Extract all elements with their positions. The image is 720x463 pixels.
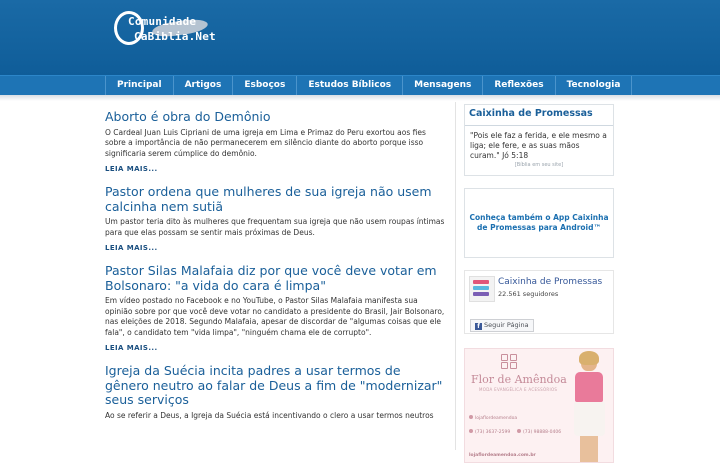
- flower-icon: [501, 354, 519, 370]
- site-logo[interactable]: [112, 9, 216, 49]
- ad-contact-text: lojaflordeamendoa: [475, 416, 518, 421]
- facebook-icon: f: [475, 323, 482, 330]
- nav-item-tecnologia[interactable]: Tecnologia: [555, 76, 633, 95]
- nav-item-reflexoes[interactable]: Reflexões: [482, 76, 554, 95]
- sidebar: [464, 104, 614, 463]
- app-promo-link[interactable]: Conheça também o App Caixinha de Promessas para Android™: [469, 213, 609, 232]
- post-excerpt: Um pastor teria dito às mulheres que frequentam sua igreja que não usem roupas íntimas para que elas possam se sentir mais próximas de Deus.: [105, 217, 445, 237]
- logo-text-line2: CaBiblia.Net: [134, 30, 216, 43]
- ad-contact-text: (73) 98888-0406: [523, 430, 562, 435]
- column-divider: [455, 102, 456, 450]
- ad-website: lojaflordeamendoa.com.br: [469, 453, 536, 458]
- promessas-widget-title: Caixinha de Promessas: [469, 108, 593, 119]
- promessas-widget: [464, 104, 614, 176]
- facebook-page-widget: [464, 270, 614, 334]
- phone-icon: [469, 429, 473, 433]
- post-title-link[interactable]: Igreja da Suécia incita padres a usar termos de gênero neutro ao falar de Deus a fim de "modernizar" seus serviços: [105, 363, 443, 407]
- ad-contact-line: [517, 429, 561, 435]
- ad-tagline: MODA EVANGÉLICA E ACESSÓRIOS: [479, 387, 558, 392]
- facebook-follower-count: 22.561 seguidores: [498, 290, 559, 298]
- ad-model-image: [565, 351, 614, 463]
- facebook-follow-button[interactable]: [470, 319, 534, 332]
- promessas-quote: "Pois ele faz a ferida, e ele mesmo a liga; ele fere, e as suas mãos curam." Jó 5:18: [470, 131, 607, 160]
- widget-divider: [465, 125, 613, 126]
- post-item: [105, 110, 447, 173]
- instagram-icon: [469, 415, 473, 419]
- post-excerpt: Ao se referir a Deus, a Igreja da Suécia está incentivando o clero a usar termos neutros: [105, 410, 434, 420]
- nav-item-mensagens[interactable]: Mensagens: [402, 76, 482, 95]
- site-header: [0, 0, 720, 75]
- whatsapp-icon: [517, 429, 521, 433]
- read-more-link[interactable]: LEIA MAIS...: [105, 244, 158, 252]
- post-item: [105, 185, 447, 252]
- ad-contact-line: [469, 415, 517, 421]
- nav-item-esbocos[interactable]: Esboços: [232, 76, 296, 95]
- main-nav: [0, 75, 720, 95]
- post-title-link[interactable]: Pastor Silas Malafaia diz por que você deve votar em Bolsonaro: "a vida do cara é limpa": [105, 263, 437, 293]
- ad-brand-name: Flor de Amêndoa: [471, 373, 567, 386]
- read-more-link[interactable]: LEIA MAIS...: [105, 165, 158, 173]
- post-title-link[interactable]: Aborto é obra do Demônio: [105, 109, 271, 124]
- nav-item-estudos-biblicos[interactable]: Estudos Bíblicos: [296, 76, 402, 95]
- facebook-page-name[interactable]: Caixinha de Promessas: [498, 277, 603, 287]
- logo-text-line1: Comunidade: [128, 15, 197, 28]
- ad-contact-line: [469, 429, 510, 435]
- nav-item-artigos[interactable]: Artigos: [173, 76, 233, 95]
- header-shadow: [0, 95, 720, 101]
- facebook-follow-label: Seguir Página: [484, 321, 529, 329]
- read-more-link[interactable]: LEIA MAIS...: [105, 344, 158, 352]
- nav-item-principal[interactable]: Principal: [105, 76, 173, 95]
- post-item: [105, 264, 447, 352]
- app-promo-widget[interactable]: [464, 188, 614, 258]
- post-title-link[interactable]: Pastor ordena que mulheres de sua igreja não usem calcinha nem sutiã: [105, 184, 432, 214]
- post-excerpt: O Cardeal Juan Luis Cipriani de uma igreja em Lima e Primaz do Peru exortou aos fies sobre a importância de não permanecerem em silêncio diante do aborto porque isso significaria serem cúmplice do demônio.: [105, 127, 426, 158]
- ad-contact-text: (73) 3637-2599: [475, 430, 511, 435]
- post-list: [105, 110, 447, 433]
- post-excerpt: Em vídeo postado no Facebook e no YouTube, o Pastor Silas Malafaia manifesta sua opinião sobre por que você deve votar no candidato a presidente do Brasil, Jair Bolsonaro, nas eleições de 2018. Segundo Malafaia, apesar de discordar de "algumas coisas que ele fala", o candidato tem "vida limpa", "ninguém chama ele de corrupto".: [105, 296, 445, 337]
- ad-banner[interactable]: [464, 348, 614, 463]
- facebook-page-thumbnail[interactable]: [469, 276, 495, 302]
- promessas-source-link[interactable]: [Bíblia em seu site]: [514, 162, 564, 168]
- post-item: [105, 364, 447, 421]
